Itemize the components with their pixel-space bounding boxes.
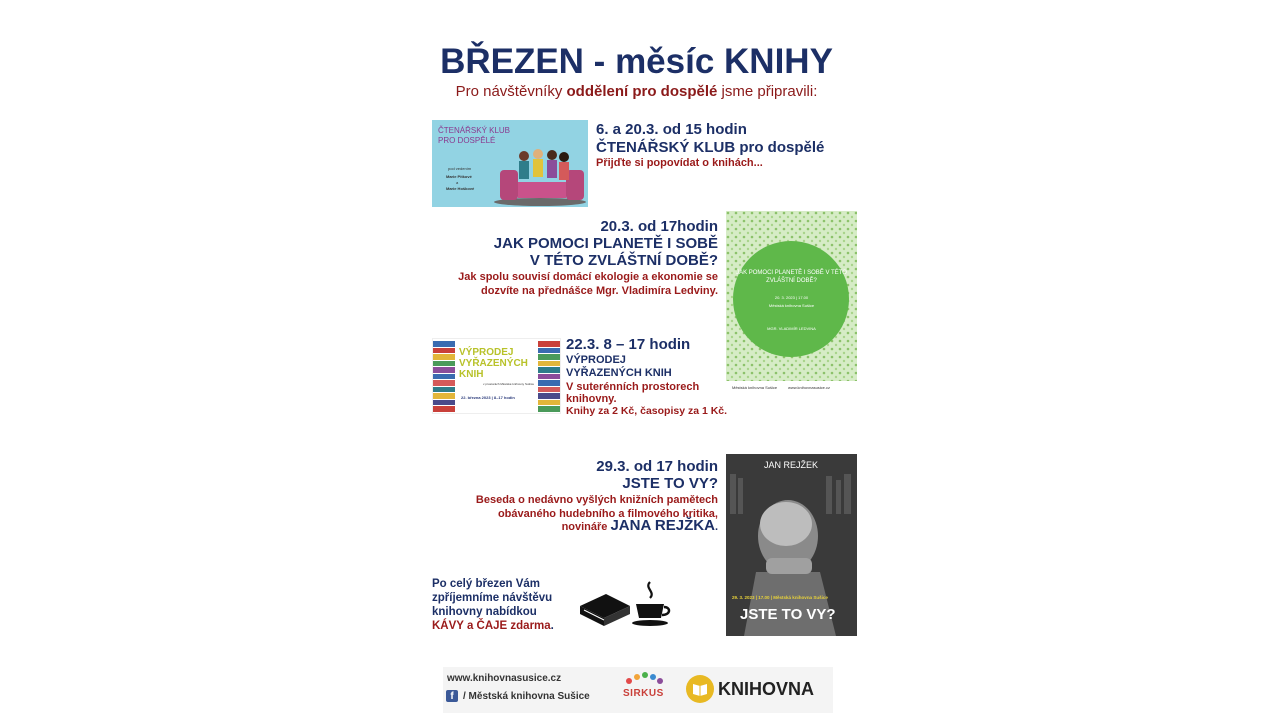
- poster2-title: JAK POMOCI PLANETĚ I SOBĚ V TÉTO ZVLÁŠTNÍ DOBĚ?: [736, 270, 847, 284]
- event4-author-name: JANA REJŽKA: [610, 517, 715, 534]
- event4-date: 29.3. od 17 hodin: [596, 458, 718, 475]
- event4-desc3-pre: novináře: [561, 521, 611, 533]
- page-title: BŘEZEN - měsíc KNIHY: [440, 42, 833, 81]
- sirkus-logo-text: SIRKUS: [623, 688, 664, 699]
- event4-desc-line2: obávaného hudebního a filmového kritika,: [497, 508, 718, 520]
- poster3-line2: VYŘAZENÝCH: [459, 358, 528, 369]
- book-logo-icon: [686, 675, 714, 703]
- event4-desc3-post: .: [714, 521, 718, 533]
- poster1-person1: Marie Pitkové: [446, 174, 472, 179]
- coffee-line4: [432, 619, 554, 633]
- page-subtitle: [0, 83, 1273, 100]
- event3-date: 22.3. 8 – 17 hodin: [566, 336, 691, 353]
- event2-name-line2: V TÉTO ZVLÁŠTNÍ DOBĚ?: [529, 252, 718, 269]
- event3-desc-line2: knihovny.: [566, 393, 617, 405]
- subtitle-pre: Pro návštěvníky: [455, 83, 567, 100]
- planet-lecture-poster: [726, 211, 857, 395]
- subtitle-bold: oddělení pro dospělé: [566, 83, 718, 100]
- poster2-footer-right: www.knihovnasusice.cz: [788, 385, 831, 390]
- knihovna-logo-text: KNIHOVNA: [718, 679, 815, 699]
- event3-name-line1: VÝPRODEJ: [566, 354, 626, 366]
- event4-desc-line3: [562, 519, 718, 534]
- poster2-footer-left: Městská knihovna Sušice: [732, 385, 778, 390]
- footer-banner: [443, 667, 833, 713]
- poster2-author: MGR. VLADIMÍR LEDVINA: [767, 326, 816, 331]
- event4-name: JSTE TO VY?: [622, 475, 718, 492]
- coffee-line3: knihovny nabídkou: [432, 606, 537, 618]
- reading-club-illustration: [490, 142, 588, 207]
- event2-name-line1: JAK POMOCI PLANETĚ I SOBĚ: [493, 235, 718, 252]
- facebook-icon[interactable]: f: [446, 690, 458, 702]
- coffee-line4-post: .: [550, 620, 554, 632]
- open-book-icon: [686, 675, 714, 703]
- event1-date: 6. a 20.3. od 15 hodin: [596, 121, 747, 138]
- poster1-person2: Marie Hoškové: [446, 186, 475, 191]
- book-sale-poster: [432, 338, 561, 414]
- jan-rejzek-poster: [726, 454, 857, 636]
- poster1-and: a: [456, 180, 459, 185]
- poster3-line1: VÝPRODEJ: [459, 347, 514, 358]
- subtitle-post: jsme připravili:: [717, 83, 818, 100]
- reading-club-poster: [432, 120, 588, 207]
- coffee-line1: Po celý březen Vám: [432, 578, 541, 590]
- coffee-cup-icon: [630, 580, 672, 628]
- book-icon: [576, 592, 632, 628]
- event1-desc: Přijďte si popovídat o knihách...: [596, 157, 763, 169]
- event2-desc-line2: dozvíte na přednášce Mgr. Vladimíra Ledviny.: [481, 285, 718, 297]
- footer-website[interactable]: www.knihovnasusice.cz: [447, 673, 562, 684]
- event2-date: 20.3. od 17hodin: [600, 218, 718, 235]
- poster4-title: JSTE TO VY?: [740, 606, 836, 623]
- event3-name-line2: VYŘAZENÝCH KNIH: [566, 367, 672, 379]
- event1-name: ČTENÁŘSKÝ KLUB pro dospělé: [596, 139, 825, 156]
- poster3-date: 22. března 2023 | 8–17 hodin: [461, 395, 515, 400]
- event3-desc-line1: V suterénních prostorech: [566, 381, 700, 393]
- poster1-title: ČTENÁŘSKÝ KLUB PRO DOSPĚLÉ: [438, 126, 511, 145]
- poster2-footer: [726, 381, 857, 395]
- poster4-date: 29. 3. 2023 | 17.00 | Městská knihovna Sušice: [732, 595, 828, 600]
- event4-desc-line1: Beseda o nedávno vyšlých knižních pamětech: [475, 494, 718, 506]
- footer-facebook-text[interactable]: / Městská knihovna Sušice: [463, 691, 590, 702]
- event2-desc-line1: Jak spolu souvisí domácí ekologie a ekonomie se: [458, 271, 718, 283]
- coffee-line2: zpříjemníme návštěvu: [432, 592, 553, 604]
- poster2-place: Městská knihovna Sušice: [768, 303, 815, 308]
- poster2-date: 20. 3. 2023 | 17.00: [774, 295, 809, 300]
- poster3-line3: KNIH: [459, 369, 484, 380]
- poster4-author: JAN REJŽEK: [764, 460, 819, 470]
- sirkus-dots-icon: [623, 669, 665, 689]
- poster3-sub: v prostorách Městské knihovny Sušice: [483, 382, 535, 386]
- coffee-offer: KÁVY a ČAJE zdarma: [432, 620, 551, 632]
- event3-desc-line3: Knihy za 2 Kč, časopisy za 1 Kč.: [566, 405, 728, 417]
- poster1-lead: pod vedením: [448, 166, 472, 171]
